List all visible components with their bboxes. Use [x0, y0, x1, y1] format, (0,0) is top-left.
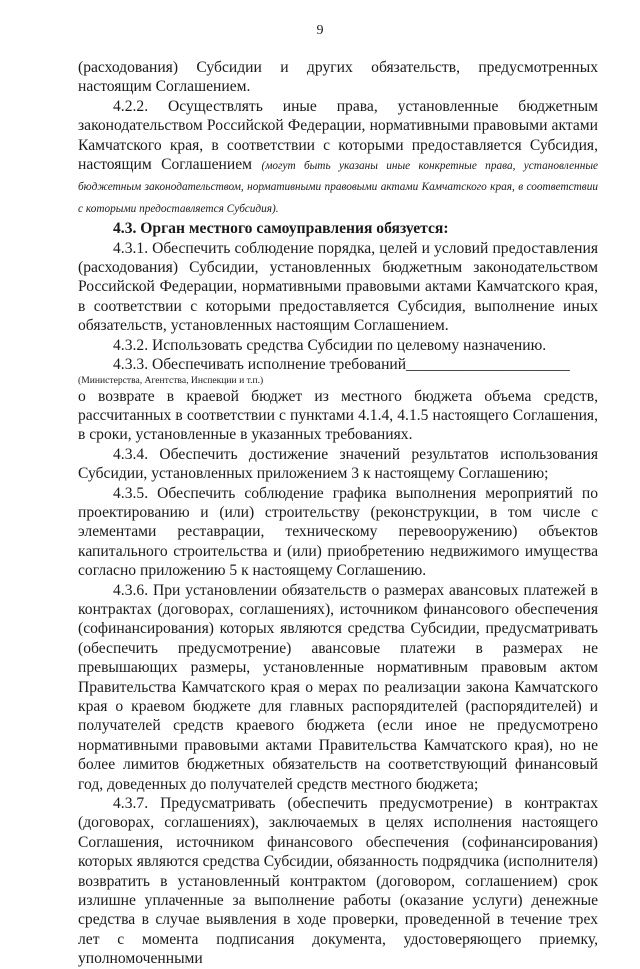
- paragraph-4-3-3-continuation: о возврате в краевой бюджет из местного бюджета объема средств, рассчитанных в соответствии с пунктами 4.1.4, 4.1.5 настоящего Соглашения, в сроки, установленные в указанных требованиях.: [78, 387, 598, 444]
- page-number: 9: [316, 23, 324, 38]
- paragraph-4-3-2: 4.3.2. Использовать средства Субсидии по целевому назначению.: [113, 336, 547, 354]
- paragraph-4-2-2: [78, 97, 598, 219]
- paragraph-4-2-2-text: 4.2.2. Осуществлять иные права, установленные бюджетным законодательством Российской Федерации, нормативными правовыми актами Камчатского края, в соответствии с которыми предоставляется Субсидия, настоящим Соглашением: [78, 97, 598, 174]
- paragraph-4-3-6: 4.3.6. При установлении обязательств о размерах авансовых платежей в контрактах (договорах, соглашениях), источником финансового обеспечения (софинансирования) которых являются средства Субсидии, предусматривать (обеспечить предусмотрение) авансовые платежи в размерах не превышающих размеры, установленные нормативным правовым актом Правительства Камчатского края о мерах по реализации закона Камчатского края о краевом бюджете для главных распорядителей (распорядителей) и получателей средств краевого бюджета (если иное не предусмотрено нормативными правовыми актами Правительства Камчатского края), но не более лимитов бюджетных обязательств на соответствующий финансовый год, доведенных до получателей средств местного бюджета;: [78, 581, 598, 793]
- section-heading-4-3: 4.3. Орган местного самоуправления обязуется:: [113, 220, 449, 238]
- paragraph-continuation: (расходования) Субсидии и других обязательств, предусмотренных настоящим Соглашением.: [78, 59, 598, 96]
- paragraph-4-3-1: 4.3.1. Обеспечить соблюдение порядка, целей и условий предоставления (расходования) Субсидии, установленных бюджетным законодательством Российской Федерации, нормативными правовыми актами Камчатского края, в соответствии с которыми предоставляется Субсидия, выполнение иных обязательств, установленных настоящим Соглашением.: [78, 239, 598, 335]
- paragraph-4-2-2-note: (могут быть указаны иные конкретные права, установленные бюджетным законодательством, нормативными правовыми актами Камчатского края, в соответствии с которыми предоставляется Субсидия).: [78, 160, 598, 215]
- paragraph-4-3-3-caption: (Министерства, Агентства, Инспекции и т.п.): [78, 374, 264, 386]
- paragraph-4-3-3: 4.3.3. Обеспечивать исполнение требований_____________________: [113, 356, 570, 374]
- paragraph-4-3-5: 4.3.5. Обеспечить соблюдение графика выполнения мероприятий по проектированию и (или) строительству (реконструкции, в том числе с элементами реставрации, техническому перевооружению) объектов капитального строительства и (или) приобретению недвижимого имущества согласно приложению 5 к настоящему Соглашению.: [78, 484, 598, 580]
- paragraph-4-3-7: 4.3.7. Предусматривать (обеспечить предусмотрение) в контрактах (договорах, соглашениях), заключаемых в целях исполнения настоящего Соглашения, источником финансового обеспечения (софинансирования) которых являются средства Субсидии, обязанность подрядчика (исполнителя) возвратить в установленный контрактом (договором, соглашением) срок излишне уплаченные за выполнение работы (оказание услуги) денежные средства в случае выявления в ходе проверки, проведенной в течение трех лет с момента подписания документа, удостоверяющего приемку, уполномоченными: [78, 795, 598, 968]
- document-body: [78, 58, 598, 969]
- paragraph-4-3-4: 4.3.4. Обеспечить достижение значений результатов использования Субсидии, установленных приложением 3 к настоящему Соглашению;: [78, 445, 598, 483]
